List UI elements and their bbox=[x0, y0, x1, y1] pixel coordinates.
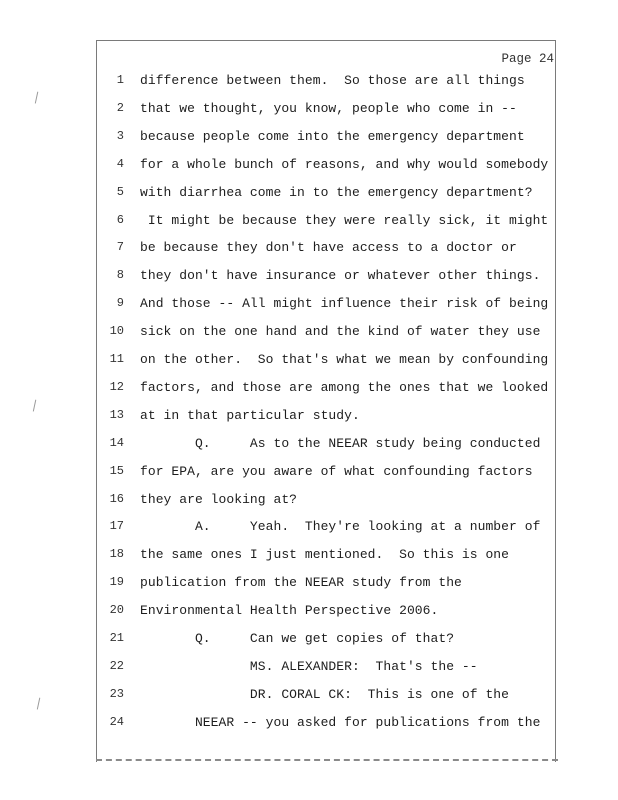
transcript-line bbox=[0, 715, 618, 737]
line-number: 8 bbox=[116, 268, 124, 283]
line-text: be because they don't have access to a doctor or bbox=[140, 240, 517, 256]
line-text: for a whole bunch of reasons, and why would somebody bbox=[140, 156, 549, 172]
transcript-line bbox=[0, 575, 618, 597]
line-number: 13 bbox=[109, 407, 124, 422]
line-number: 20 bbox=[109, 603, 124, 618]
transcript-line bbox=[0, 408, 618, 430]
line-text: for EPA, are you aware of what confounding factors bbox=[140, 463, 533, 479]
line-number: 24 bbox=[109, 714, 124, 729]
line-text: because people come into the emergency department bbox=[140, 128, 525, 144]
line-text: And those -- All might influence their risk of being bbox=[140, 296, 549, 312]
line-text: DR. CORAL CK: This is one of the bbox=[140, 686, 510, 702]
transcript-line bbox=[0, 268, 618, 290]
transcript-line bbox=[0, 296, 618, 318]
line-text: on the other. So that's what we mean by confounding bbox=[140, 352, 549, 367]
line-text: Environmental Health Perspective 2006. bbox=[140, 603, 439, 619]
transcript-line bbox=[0, 519, 618, 541]
line-number: 17 bbox=[109, 519, 124, 534]
transcript-line bbox=[0, 240, 618, 262]
transcript-line bbox=[0, 380, 618, 402]
line-text: MS. ALEXANDER: That's the -- bbox=[140, 658, 478, 674]
transcript-line bbox=[0, 213, 618, 235]
transcript-line bbox=[0, 129, 618, 151]
line-number: 23 bbox=[109, 686, 124, 701]
line-number: 1 bbox=[116, 73, 124, 87]
line-number: 21 bbox=[109, 631, 124, 645]
line-number: 4 bbox=[116, 156, 124, 171]
line-text: the same ones I just mentioned. So this is one bbox=[140, 547, 510, 563]
page-number: Page 24 bbox=[501, 52, 554, 66]
line-text: they are looking at? bbox=[140, 491, 298, 507]
line-text: NEEAR -- you asked for publications from the bbox=[140, 714, 541, 730]
transcript-line bbox=[0, 464, 618, 486]
line-text: It might be because they were really sick, it might bbox=[140, 212, 549, 228]
transcript-line bbox=[0, 157, 618, 179]
line-number: 14 bbox=[109, 435, 124, 450]
line-number: 12 bbox=[109, 379, 124, 394]
line-number: 5 bbox=[116, 184, 124, 199]
line-text: that we thought, you know, people who come in -- bbox=[140, 100, 517, 116]
line-number: 3 bbox=[116, 128, 124, 143]
line-text: with diarrhea come in to the emergency department? bbox=[140, 184, 533, 200]
transcript-line bbox=[0, 352, 618, 374]
line-number: 6 bbox=[116, 212, 124, 227]
transcript-line bbox=[0, 324, 618, 346]
transcript-line bbox=[0, 547, 618, 569]
transcript-line bbox=[0, 687, 618, 709]
line-number: 10 bbox=[109, 324, 124, 339]
page-bottom-border bbox=[96, 759, 558, 761]
transcript-line bbox=[0, 492, 618, 514]
transcript-line bbox=[0, 631, 618, 653]
line-number: 2 bbox=[116, 100, 124, 115]
line-text: difference between them. So those are all things bbox=[140, 73, 525, 88]
transcript-line bbox=[0, 73, 618, 95]
transcript-line bbox=[0, 659, 618, 681]
line-number: 11 bbox=[109, 352, 124, 366]
line-number: 9 bbox=[116, 296, 124, 311]
transcript-line bbox=[0, 436, 618, 458]
transcript-line bbox=[0, 603, 618, 625]
line-number: 16 bbox=[109, 491, 124, 506]
line-number: 15 bbox=[109, 463, 124, 478]
line-text: at in that particular study. bbox=[140, 407, 360, 423]
line-text: Q. Can we get copies of that? bbox=[140, 631, 455, 646]
line-text: Q. As to the NEEAR study being conducted bbox=[140, 435, 541, 451]
line-text: they don't have insurance or whatever other things. bbox=[140, 268, 541, 284]
line-text: A. Yeah. They're looking at a number of bbox=[140, 519, 541, 535]
line-number: 7 bbox=[116, 240, 124, 255]
transcript-line bbox=[0, 101, 618, 123]
line-number: 19 bbox=[109, 575, 124, 590]
line-text: publication from the NEEAR study from the bbox=[140, 575, 462, 591]
line-number: 22 bbox=[109, 658, 124, 673]
line-text: factors, and those are among the ones that we looked bbox=[140, 379, 549, 395]
line-number: 18 bbox=[109, 547, 124, 562]
line-text: sick on the one hand and the kind of water they use bbox=[140, 324, 541, 340]
transcript-line bbox=[0, 185, 618, 207]
